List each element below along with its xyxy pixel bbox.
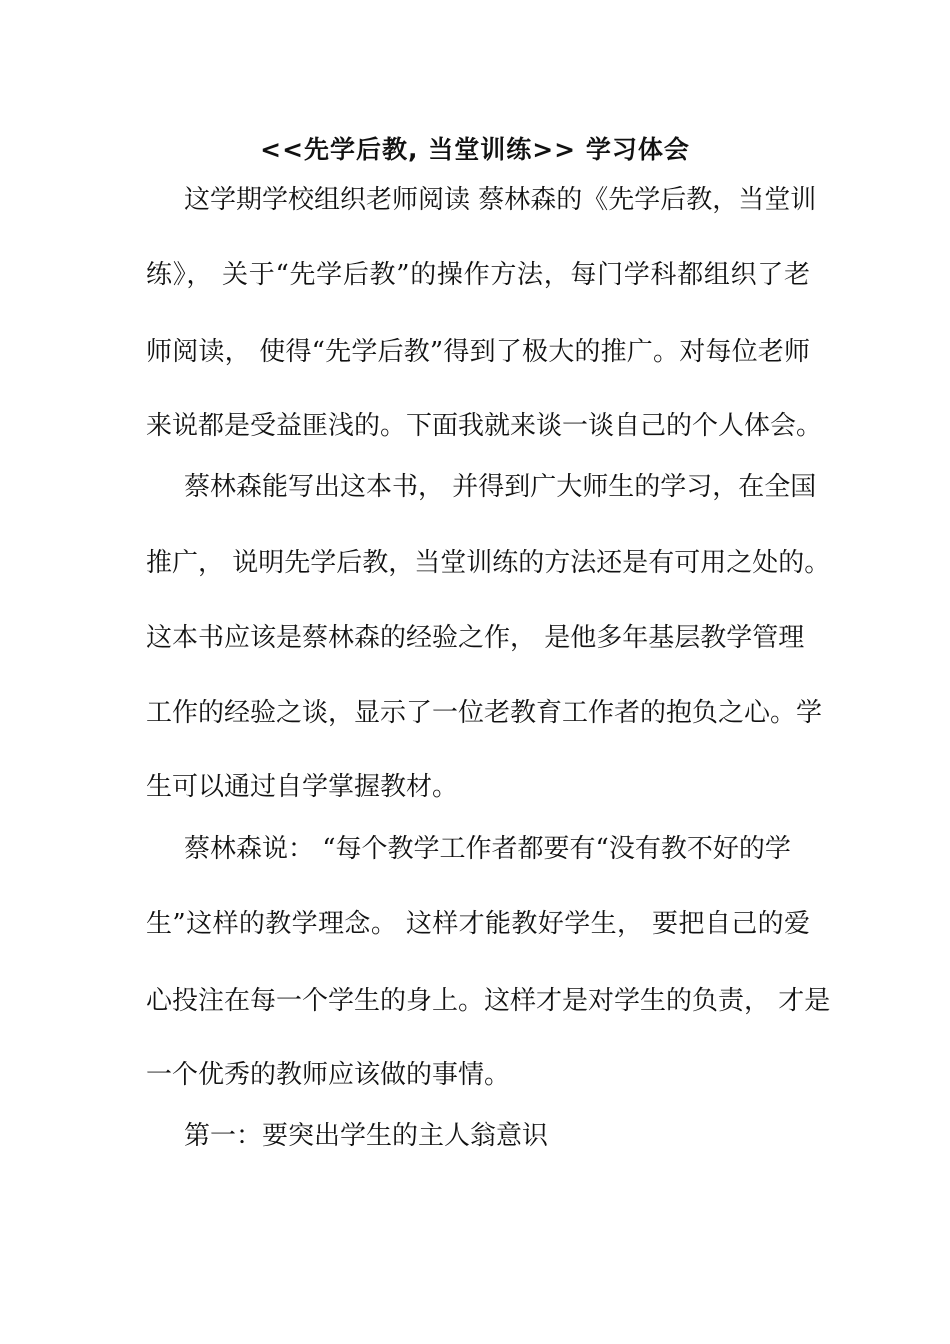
paragraph-line: 生”这样的教学理念。 这样才能教好学生， 要把自己的爱	[146, 909, 810, 939]
paragraph-line: 心投注在每一个学生的身上。这样才是对学生的负责， 才是	[146, 986, 831, 1016]
section-heading: 第一：要突出学生的主人翁意识	[184, 1121, 549, 1151]
paragraph-line: 师阅读， 使得“先学后教”得到了极大的推广。对每位老师	[146, 337, 810, 367]
paragraph-line: 这学期学校组织老师阅读 蔡林森的《先学后教，当堂训	[184, 185, 817, 215]
paragraph-line: 蔡林森能写出这本书， 并得到广大师生的学习，在全国	[184, 472, 817, 502]
paragraph-line: 推广， 说明先学后教，当堂训练的方法还是有可用之处的。	[146, 548, 831, 578]
paragraph-line: 工作的经验之谈，显示了一位老教育工作者的抱负之心。学	[146, 698, 823, 728]
paragraph-line: 这本书应该是蔡林森的经验之作， 是他多年基层教学管理	[146, 623, 805, 653]
paragraph-line: 蔡林森说： “每个教学工作者都要有“没有教不好的学	[184, 834, 791, 864]
paragraph-line: 练》， 关于“先学后教”的操作方法，每门学科都组织了老	[146, 260, 810, 290]
paragraph-line: 一个优秀的教师应该做的事情。	[146, 1060, 511, 1090]
paragraph-line: 来说都是受益匪浅的。下面我就来谈一谈自己的个人体会。	[146, 411, 823, 441]
document-title: <<先学后教, 当堂训练>> 学习体会	[260, 135, 690, 164]
paragraph-line: 生可以通过自学掌握教材。	[146, 772, 459, 802]
